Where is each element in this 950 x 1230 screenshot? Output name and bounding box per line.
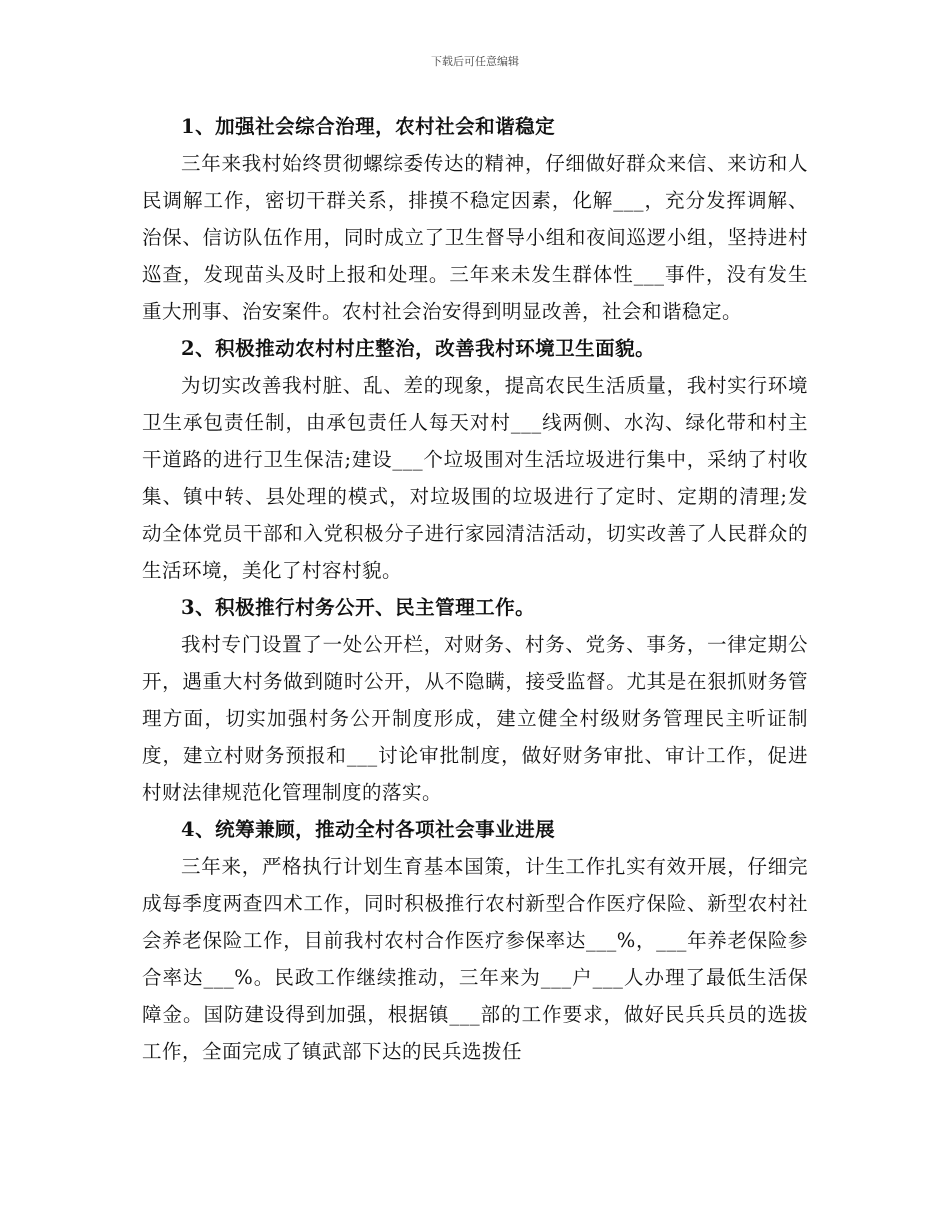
section-paragraph-1: 三年来我村始终贯彻螺综委传达的精神，仔细做好群众来信、来访和人民调解工作，密切干群关系，排摸不稳定因素，化解___，充分发挥调解、治保、信访队伍作用，同时成立了卫生督导小组和夜间巡逻小组，坚持进村巡查，发现苗头及时上报和处理。三年来未发生群体性___事件，没有发生重大刑事、治安案件。农村社会治安得到明显改善，社会和谐稳定。 — [142, 152, 808, 323]
section-heading-2: 2、积极推动农村村庄整治，改善我村环境卫生面貌。 — [181, 337, 656, 360]
section-heading-4: 4、统筹兼顾，推动全村各项社会事业进展 — [181, 818, 556, 841]
section-paragraph-4: 三年来，严格执行计划生育基本国策，计生工作扎实有效开展，仔细完成每季度两查四术工作，同时积极推行农村新型合作医疗保险、新型农村社会养老保险工作，目前我村农村合作医疗参保率达___%，___年养老保险参合率达___%。民政工作继续推动，三年来为___户___人办理了最低生活保障金。国防建设得到加强，根据镇___部的工作要求，做好民兵兵员的选拔工作，全面完成了镇武部下达的民兵选拨任 — [142, 855, 808, 1063]
section-heading-3: 3、积极推行村务公开、民主管理工作。 — [181, 596, 536, 619]
document-body — [142, 108, 808, 1070]
section-heading-1: 1、加强社会综合治理，农村社会和谐稳定 — [181, 115, 556, 138]
section-paragraph-3: 我村专门设置了一处公开栏，对财务、村务、党务、事务，一律定期公开，遇重大村务做到随时公开，从不隐瞒，接受监督。尤其是在狠抓财务管理方面，切实加强村务公开制度形成，建立健全村级财务管理民主听证制度，建立村财务预报和___讨论审批制度，做好财务审批、审计工作，促进村财法律规范化管理制度的落实。 — [142, 633, 808, 804]
page-header-note: 下载后可任意编辑 — [431, 55, 519, 68]
section-paragraph-2: 为切实改善我村脏、乱、差的现象，提高农民生活质量，我村实行环境卫生承包责任制，由承包责任人每天对村___线两侧、水沟、绿化带和村主干道路的进行卫生保洁;建设___个垃圾围对生活垃圾进行集中，采纳了村收集、镇中转、县处理的模式，对垃圾围的垃圾进行了定时、定期的清理;发动全体党员干部和入党积极分子进行家园清洁活动，切实改善了人民群众的生活环境，美化了村容村貌。 — [142, 374, 808, 582]
